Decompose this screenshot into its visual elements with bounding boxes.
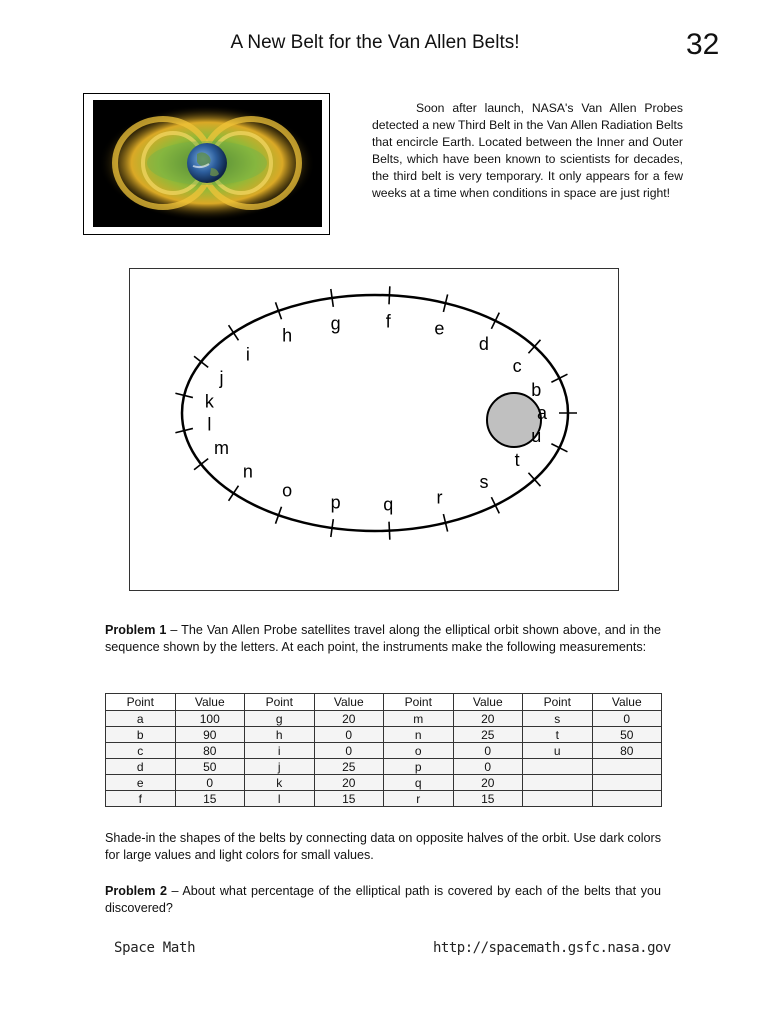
table-cell: 90 bbox=[175, 727, 245, 743]
table-cell: a bbox=[106, 711, 176, 727]
problem-2 bbox=[105, 883, 661, 917]
table-cell: 25 bbox=[453, 727, 523, 743]
table-cell bbox=[523, 759, 593, 775]
page-title: A New Belt for the Van Allen Belts! bbox=[230, 32, 520, 53]
table-cell: k bbox=[245, 775, 315, 791]
point-label-l: l bbox=[207, 414, 212, 435]
column-header: Value bbox=[175, 694, 245, 711]
column-header: Value bbox=[592, 694, 662, 711]
table-cell: b bbox=[106, 727, 176, 743]
column-header: Point bbox=[245, 694, 315, 711]
table-cell bbox=[523, 775, 593, 791]
page-number: 32 bbox=[686, 28, 720, 61]
table-row bbox=[106, 775, 662, 791]
column-header: Value bbox=[453, 694, 523, 711]
table-row bbox=[106, 727, 662, 743]
column-header: Point bbox=[384, 694, 454, 711]
point-label-j: j bbox=[219, 367, 224, 388]
point-label-b: b bbox=[531, 379, 542, 400]
table-row bbox=[106, 791, 662, 807]
table-cell: e bbox=[106, 775, 176, 791]
table-cell: 0 bbox=[175, 775, 245, 791]
orbit-tick bbox=[389, 522, 390, 540]
table-cell: 0 bbox=[314, 743, 384, 759]
orbit-tick bbox=[229, 486, 239, 501]
table-cell bbox=[592, 775, 662, 791]
table-cell: u bbox=[523, 743, 593, 759]
column-header: Point bbox=[523, 694, 593, 711]
table-cell: 50 bbox=[175, 759, 245, 775]
table-cell: h bbox=[245, 727, 315, 743]
table-cell: 0 bbox=[453, 759, 523, 775]
table-cell: 20 bbox=[453, 775, 523, 791]
point-label-s: s bbox=[479, 471, 489, 492]
problem-1-text: – The Van Allen Probe satellites travel along the elliptical orbit shown above, and in the sequence shown by the letters. At each point, the instruments make the following measurements: bbox=[105, 623, 662, 654]
table-cell: g bbox=[245, 711, 315, 727]
point-label-t: t bbox=[514, 450, 520, 471]
table-cell: o bbox=[384, 743, 454, 759]
point-label-k: k bbox=[204, 391, 214, 412]
table-cell: 0 bbox=[453, 743, 523, 759]
table-cell: 50 bbox=[592, 727, 662, 743]
measurements-table bbox=[105, 693, 662, 807]
point-label-f: f bbox=[385, 311, 391, 332]
problem-1-label: Problem 1 bbox=[105, 623, 167, 637]
point-label-n: n bbox=[242, 461, 253, 482]
point-label-g: g bbox=[330, 313, 341, 334]
orbit-tick bbox=[389, 286, 390, 304]
table-cell: 25 bbox=[314, 759, 384, 775]
table-row bbox=[106, 711, 662, 727]
problem-2-label: Problem 2 bbox=[105, 884, 167, 898]
table-header-row bbox=[106, 694, 662, 711]
table-cell: 80 bbox=[175, 743, 245, 759]
table-cell: s bbox=[523, 711, 593, 727]
orbit-diagram bbox=[129, 268, 619, 591]
orbit-tick bbox=[194, 459, 208, 470]
column-header: Value bbox=[314, 694, 384, 711]
table-cell: 0 bbox=[592, 711, 662, 727]
point-label-r: r bbox=[436, 487, 443, 508]
table-cell bbox=[592, 759, 662, 775]
column-header: Point bbox=[106, 694, 176, 711]
table-cell: 0 bbox=[314, 727, 384, 743]
table-cell: 80 bbox=[592, 743, 662, 759]
orbit-svg bbox=[130, 269, 618, 590]
orbit-tick bbox=[551, 374, 567, 382]
table-cell: l bbox=[245, 791, 315, 807]
table-cell: p bbox=[384, 759, 454, 775]
table-cell: 20 bbox=[314, 775, 384, 791]
point-label-q: q bbox=[383, 494, 394, 515]
point-label-u: u bbox=[531, 426, 542, 447]
table-cell: c bbox=[106, 743, 176, 759]
table-cell bbox=[592, 791, 662, 807]
point-label-e: e bbox=[434, 318, 445, 339]
point-label-m: m bbox=[214, 438, 230, 459]
table-cell: 15 bbox=[453, 791, 523, 807]
table-cell: d bbox=[106, 759, 176, 775]
table-row bbox=[106, 743, 662, 759]
table-cell: 15 bbox=[175, 791, 245, 807]
table-cell bbox=[523, 791, 593, 807]
table-cell: n bbox=[384, 727, 454, 743]
belts-illustration bbox=[93, 100, 322, 227]
point-label-p: p bbox=[330, 492, 341, 513]
intro-paragraph: Soon after launch, NASA's Van Allen Probes detected a new Third Belt in the Van Allen Radiation Belts that encircle Earth. Located between the Inner and Outer Belts, which have been known to scientists for decades, the third belt is very temporary. It only appears for a few weeks at a time when conditions in space are just right! bbox=[372, 101, 683, 200]
point-label-h: h bbox=[282, 325, 293, 346]
table-cell: 20 bbox=[314, 711, 384, 727]
van-allen-belts-image bbox=[83, 93, 330, 235]
table-cell: q bbox=[384, 775, 454, 791]
table-row bbox=[106, 759, 662, 775]
footer-url[interactable]: http://spacemath.gsfc.nasa.gov bbox=[433, 940, 671, 956]
footer-brand: Space Math bbox=[114, 940, 196, 956]
point-label-c: c bbox=[512, 355, 522, 376]
problem-2-text: – About what percentage of the elliptical path is covered by each of the belts that you discovered? bbox=[105, 884, 661, 915]
problem-1 bbox=[105, 622, 661, 656]
table-cell: i bbox=[245, 743, 315, 759]
table-cell: t bbox=[523, 727, 593, 743]
point-label-i: i bbox=[245, 344, 250, 365]
orbit-tick bbox=[551, 444, 567, 452]
table-cell: j bbox=[245, 759, 315, 775]
point-label-d: d bbox=[478, 334, 489, 355]
point-label-o: o bbox=[282, 480, 293, 501]
point-label-a: a bbox=[536, 403, 548, 423]
table-cell: 15 bbox=[314, 791, 384, 807]
table-cell: f bbox=[106, 791, 176, 807]
table-cell: m bbox=[384, 711, 454, 727]
orbit-tick bbox=[229, 325, 239, 340]
table-cell: 100 bbox=[175, 711, 245, 727]
orbit-tick bbox=[194, 356, 208, 367]
table-cell: r bbox=[384, 791, 454, 807]
table-cell: 20 bbox=[453, 711, 523, 727]
shade-instructions: Shade-in the shapes of the belts by connecting data on opposite halves of the orbit. Use dark colors for large values and light colors for small values. bbox=[105, 831, 661, 862]
